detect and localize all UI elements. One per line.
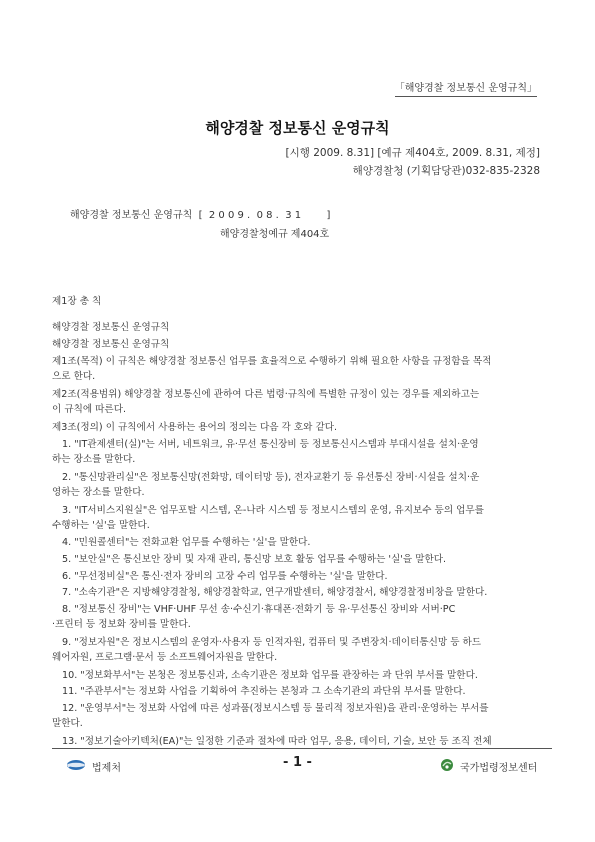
definition-item-2: 2. "통신망관리실"은 정보통신망(전화망, 데이터망 등), 전자교환기 등 유선통신 장비·시설을 설치·운 [62, 472, 480, 483]
article-1-cont: 으로 한다. [52, 371, 96, 382]
document-title: 해양경찰 정보통신 운영규칙 [205, 119, 390, 137]
body-line: 해양경찰 정보통신 운영규칙 [52, 322, 170, 333]
footer-right-label: 국가법령정보센터 [460, 763, 538, 774]
footer-right [440, 758, 537, 775]
definition-item-12-cont: 말한다. [52, 718, 83, 729]
definition-item-9-cont: 웨어자원, 프로그램·문서 등 소프트웨어자원을 말한다. [52, 652, 278, 663]
article-2-cont: 이 규칙에 따른다. [52, 404, 127, 415]
definition-item-1: 1. "IT관제센터(실)"는 서버, 네트워크, 유·무선 통신장비 등 정보통신시스템과 부대시설을 설치·운영 [62, 439, 479, 450]
definition-item-1-cont: 하는 장소를 말한다. [52, 454, 136, 465]
page-number: - 1 - [283, 755, 312, 770]
definition-item-3: 3. "IT서비스지원실"은 업무포탈 시스템, 온-나라 시스템 등 정보시스템의 운영, 유지보수 등의 업무를 [62, 505, 484, 516]
document-header-tag: 「해양경찰 정보통신 운영규칙」 [395, 79, 537, 97]
reference-line: 해양경찰 정보통신 운영규칙 [ 2 0 0 9 . 0 8 . 3 1 ] [70, 210, 331, 221]
definition-item-7: 7. "소속기관"은 지방해양경찰청, 해양경찰학교, 연구개발센터, 해양경찰서, 해양경찰정비창을 말한다. [62, 587, 488, 598]
definition-item-11: 11. "주관부서"는 정보화 사업을 기획하여 추진하는 본청과 그 소속기관의 과단위 부서를 말한다. [62, 686, 466, 697]
definition-item-8-cont: ·프린터 등 정보화 장비를 말한다. [52, 619, 191, 630]
definition-item-10: 10. "정보화부서"는 본청은 정보통신과, 소속기관은 정보화 업무를 관장하는 과 단위 부서를 말한다. [62, 670, 478, 681]
definition-item-3-cont: 수행하는 '실'을 말한다. [52, 520, 150, 531]
article-1: 제1조(목적) 이 규칙은 해양경찰 정보통신 업무를 효율적으로 수행하기 위해 필요한 사항을 규정함을 목적 [52, 356, 492, 367]
definition-item-8: 8. "정보통신 장비"는 VHF·UHF 무선 송·수신기·휴대폰·전화기 등 유·무선통신 장비와 서버·PC [62, 604, 456, 615]
definition-item-6: 6. "무선정비실"은 통신·전자 장비의 고장 수리 업무를 수행하는 '실'을 말한다. [62, 571, 388, 582]
law-center-logo-icon [440, 758, 454, 775]
chapter-heading: 제1장 총 칙 [52, 296, 102, 307]
definition-item-9: 9. "정보자원"은 정보시스템의 운영자·사용자 등 인적자원, 컴퓨터 및 주변장치·데이터통신망 등 하드 [62, 637, 482, 648]
definition-item-4: 4. "민원콜센터"는 전화교환 업무를 수행하는 '실'을 말한다. [62, 537, 311, 548]
footer-left-label: 법제처 [92, 763, 121, 774]
reference-number: 해양경찰청예규 제404호 [220, 229, 330, 240]
definition-item-2-cont: 영하는 장소를 말한다. [52, 487, 145, 498]
article-2: 제2조(적용범위) 해양경찰 정보통신에 관하여 다른 법령·규칙에 특별한 규정이 있는 경우를 제외하고는 [52, 389, 480, 400]
enforcement-info: [시행 2009. 8.31] [예규 제404호, 2009. 8.31, 제정] [285, 147, 540, 159]
department-contact: 해양경찰청 (기획담당관)032-835-2328 [352, 165, 540, 177]
definition-item-5: 5. "보안실"은 통신보안 장비 및 자재 관리, 통신망 보호 활동 업무를 수행하는 '실'을 말한다. [62, 554, 447, 565]
footer-divider [52, 748, 552, 749]
article-3: 제3조(정의) 이 규칙에서 사용하는 용어의 정의는 다음 각 호와 같다. [52, 422, 338, 433]
definition-item-12: 12. "운영부서"는 정보화 사업에 따른 성과품(정보시스템 등 물리적 정보자원)을 관리·운영하는 부서를 [62, 703, 489, 714]
definition-item-13: 13. "정보기술아키텍처(EA)"는 일정한 기준과 절차에 따라 업무, 응용, 데이터, 기술, 보안 등 조직 전체 [62, 736, 492, 747]
body-line: 해양경찰 정보통신 운영규칙 [52, 339, 170, 350]
